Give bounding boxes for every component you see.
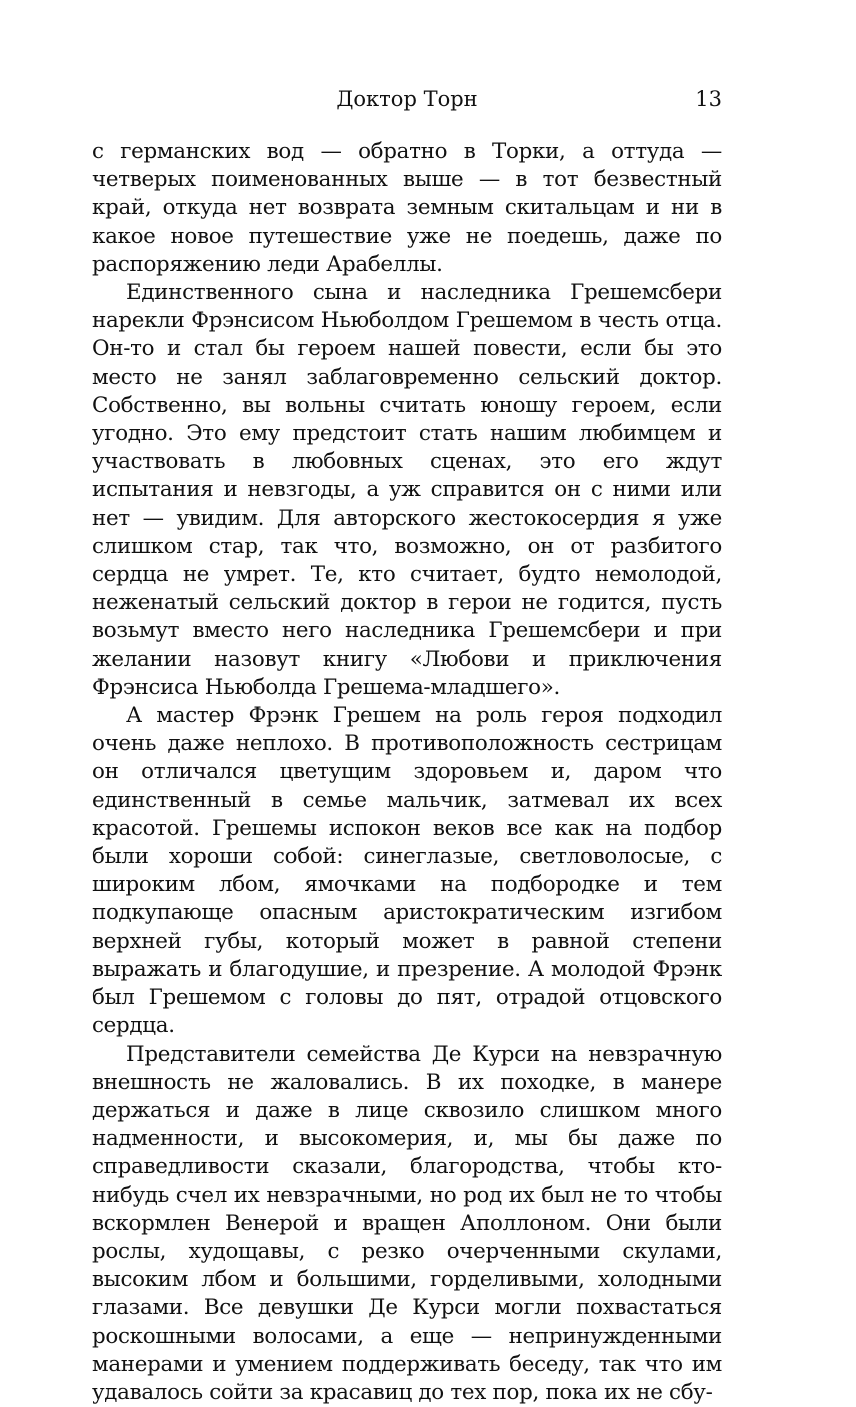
paragraph: А мастер Фрэнк Грешем на роль героя подходил очень даже неплохо. В противоположность сестрицам он отличался цветущим здоровьем и, даром что единственный в семье мальчик, затмевал их всех красотой. Грешемы испокон веков все как на подбор были хороши собой: синеглазые, светловолосые, с широким лбом, ямочками на подбородке и тем подкупающе опасным аристократическим изгибом верхней губы, который может в равной степени выражать и благодушие, и презрение. А молодой Фрэнк был Грешемом с головы до пят, отрадой отцовского сердца. xyxy=(92,702,722,1040)
running-head xyxy=(92,84,722,114)
paragraph: Единственного сына и наследника Грешемсбери нарекли Фрэнсисом Ньюболдом Грешемом в честь отца. Он-то и стал бы героем нашей повести, если бы это место не занял заблаговременно сельский доктор. Собственно, вы вольны считать юношу героем, если угодно. Это ему предстоит стать нашим любимцем и участвовать в любовных сценах, это его ждут испытания и невзгоды, а уж справится он с ними или нет — увидим. Для авторского жестокосердия я уже слишком стар, так что, возможно, он от разбитого сердца не умрет. Те, кто считает, будто немолодой, неженатый сельский доктор в герои не годится, пусть возьмут вместо него наследника Грешемсбери и при желании назовут книгу «Любови и приключения Фрэнсиса Ньюболда Грешема-младшего». xyxy=(92,279,722,702)
running-title: Доктор Торн xyxy=(92,84,722,114)
body-text xyxy=(92,138,722,1407)
page-number: 13 xyxy=(695,84,722,114)
paragraph-continued: с германских вод — обратно в Торки, а оттуда — четверых поименованных выше — в тот безвестный край, откуда нет возврата земным скитальцам и ни в какое новое путешествие уже не поедешь, даже по распоряжению леди Арабеллы. xyxy=(92,138,722,279)
paragraph: Представители семейства Де Курси на невзрачную внешность не жаловались. В их походке, в манере держаться и даже в лице сквозило слишком много надменности, и высокомерия, и, мы бы даже по справедливости сказали, благородства, чтобы кто-нибудь счел их невзрачными, но род их был не то чтобы вскормлен Венерой и вращен Аполлоном. Они были рослы, худощавы, с резко очерченными скулами, высоким лбом и большими, горделивыми, холодными глазами. Все девушки Де Курси могли похвастаться роскошными волосами, а еще — непринужденными манерами и умением поддерживать беседу, так что им удавалось сойти за красавиц до тех пор, пока их не сбу- xyxy=(92,1041,722,1407)
